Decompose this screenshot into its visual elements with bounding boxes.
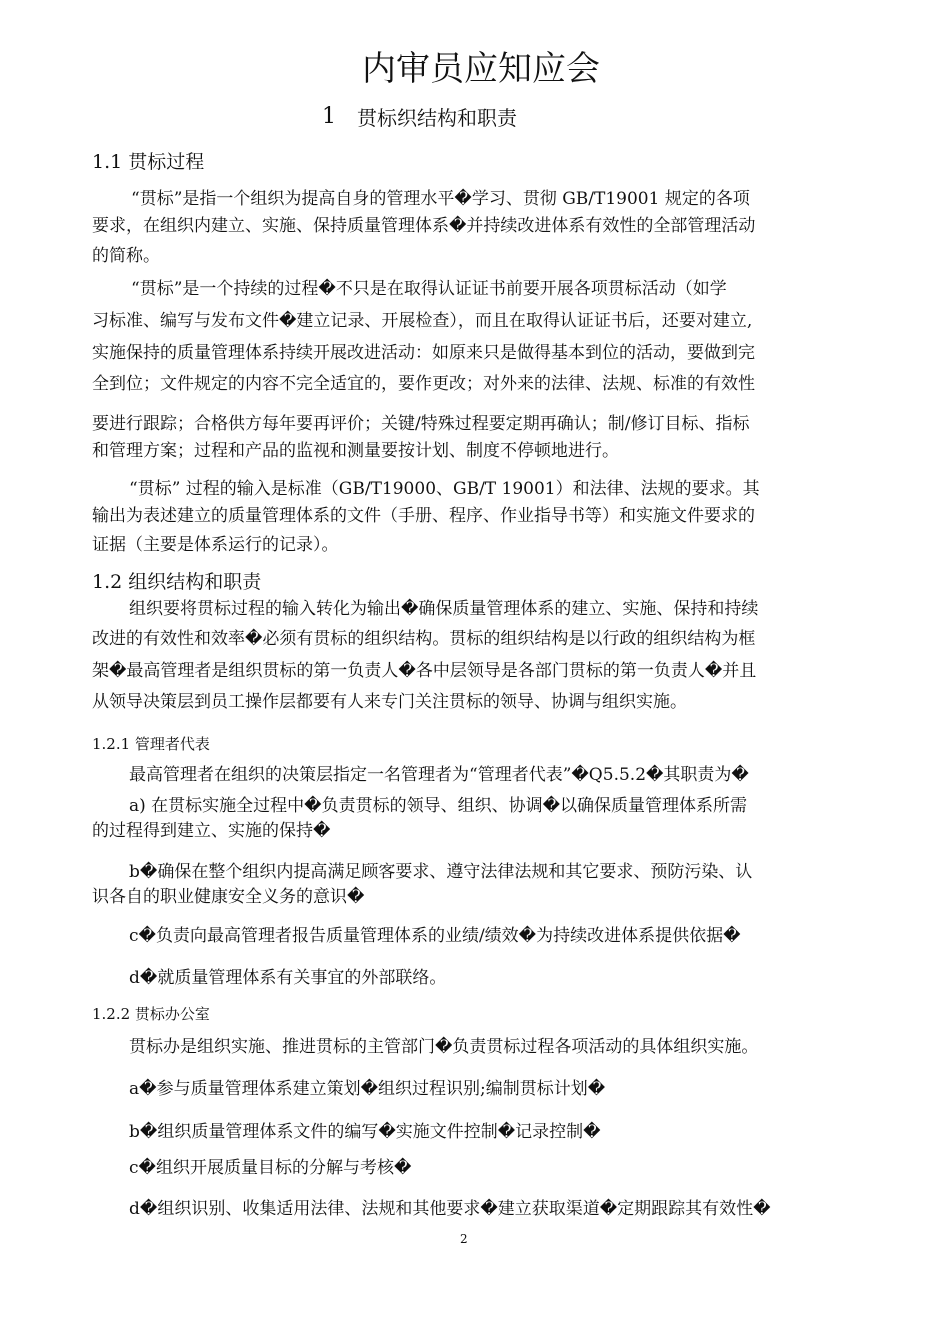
paragraph-line: 要进行跟踪；合格供方每年要再评价；关键/特殊过程要定期再确认；制/修订目标、指标 [92,414,750,434]
paragraph-line: 从领导决策层到员工操作层都要有人来专门关注贯标的领导、协调与组织实施。 [92,692,687,712]
paragraph-line: “贯标”是指一个组织为提高自身的管理水平�学习、贯彻 GB/T19001 规定的各项 [131,189,750,209]
section-heading-1-1: 1.1 贯标过程 [92,151,205,173]
list-item-b: b�组织质量管理体系文件的编写�实施文件控制�记录控制� [129,1122,601,1142]
paragraph-line: “贯标”是一个持续的过程�不只是在取得认证证书前要开展各项贯标活动（如学 [131,279,727,299]
list-item-d: d�组织识别、收集适用法律、法规和其他要求�建立获取渠道�定期跟踪其有效性� [129,1199,771,1219]
paragraph-line: 全到位；文件规定的内容不完全适宜的，要作更改；对外来的法律、法规、标准的有效性 [92,374,755,394]
page-number: 2 [460,1232,468,1246]
list-item-a: a�参与质量管理体系建立策划�组织过程识别;编制贯标计划� [129,1079,606,1099]
paragraph-line: 和管理方案；过程和产品的监视和测量要按计划、制度不停顿地进行。 [92,441,619,461]
paragraph-line: 组织要将贯标过程的输入转化为输出�确保质量管理体系的建立、实施、保持和持续 [129,599,759,619]
paragraph-line: 证据（主要是体系运行的记录）。 [92,535,339,555]
paragraph-line: “贯标” 过程的输入是标准（GB/T19000、GB/T 19001）和法律、法规的要求。其 [129,479,760,499]
paragraph-line: 输出为表述建立的质量管理体系的文件（手册、程序、作业指导书等）和实施文件要求的 [92,506,755,526]
list-item-a-cont: 的过程得到建立、实施的保持� [92,821,331,841]
document-title: 内审员应知应会 [362,49,600,89]
paragraph-line: 改进的有效性和效率�必须有贯标的组织结构。贯标的组织结构是以行政的组织结构为框 [92,629,756,649]
subsection-heading-1-2-2: 1.2.2 贯标办公室 [92,1005,210,1023]
list-item-c: c�负责向最高管理者报告质量管理体系的业绩/绩效�为持续改进体系提供依据� [129,926,741,946]
subsection-heading-1-2-1: 1.2.1 管理者代表 [92,735,210,753]
chapter-number: 1 [322,104,336,129]
paragraph-line: 实施保持的质量管理体系持续开展改进活动：如原来只是做得基本到位的活动，要做到完 [92,343,755,363]
list-item-b-cont: 识各自的职业健康安全义务的意识� [92,887,365,907]
paragraph-line: 要求，在组织内建立、实施、保持质量管理体系�并持续改进体系有效性的全部管理活动 [92,216,756,236]
paragraph-line: 架�最高管理者是组织贯标的第一负责人�各中层领导是各部门贯标的第一负责人�并且 [92,661,757,681]
paragraph-line: 的简称。 [92,246,160,266]
chapter-title: 贯标织结构和职责 [357,106,517,130]
paragraph-line: 最高管理者在组织的决策层指定一名管理者为“管理者代表”�Q5.5.2�其职责为� [129,765,749,785]
list-item-a: a) 在贯标实施全过程中�负责贯标的领导、组织、协调�以确保质量管理体系所需 [129,796,748,816]
paragraph-line: 贯标办是组织实施、推进贯标的主管部门�负责贯标过程各项活动的具体组织实施。 [129,1037,759,1057]
list-item-d: d�就质量管理体系有关事宜的外部联络。 [129,968,447,988]
list-item-c: c�组织开展质量目标的分解与考核� [129,1158,412,1178]
list-item-b: b�确保在整个组织内提高满足顾客要求、遵守法律法规和其它要求、预防污染、认 [129,862,753,882]
section-heading-1-2: 1.2 组织结构和职责 [92,571,262,593]
paragraph-line: 习标准、编写与发布文件�建立记录、开展检查），而且在取得认证证书后，还要对建立, [92,311,753,331]
